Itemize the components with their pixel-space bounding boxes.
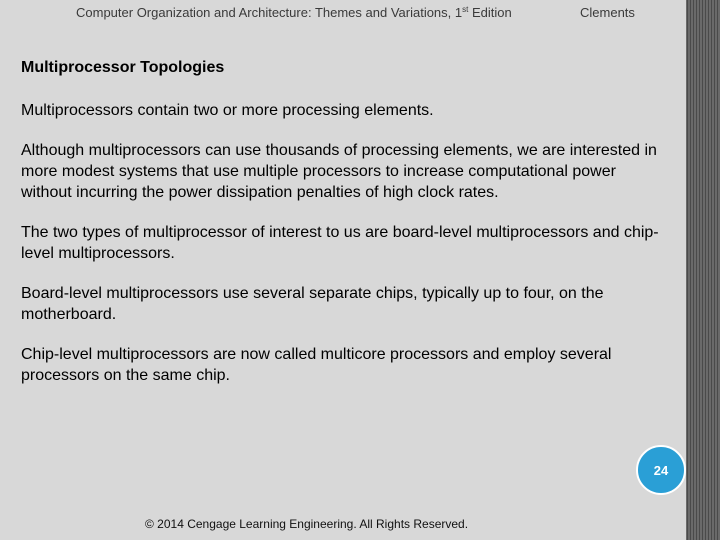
paragraph: The two types of multiprocessor of interest to us are board-level multiprocessors and chip-level multiprocessors. — [21, 224, 659, 262]
paragraph: Board-level multiprocessors use several separate chips, typically up to four, on the motherboard. — [21, 285, 604, 323]
page-number-badge: 24 — [636, 445, 686, 495]
book-title — [76, 5, 512, 20]
paragraph: Although multiprocessors can use thousands of processing elements, we are interested in more modest systems that use multiple processors to increase computational power without incurring the power dissipation penalties of high clock rates. — [21, 142, 657, 201]
book-title-main: Computer Organization and Architecture: Themes and Variations, 1 — [76, 5, 463, 20]
slide-body — [21, 100, 661, 405]
slide-header — [0, 4, 686, 22]
book-title-superscript: st — [462, 5, 469, 14]
decorative-sidebar — [686, 0, 720, 540]
book-title-end: Edition — [468, 5, 512, 20]
copyright-footer: © 2014 Cengage Learning Engineering. All Rights Reserved. — [145, 517, 469, 531]
paragraph: Multiprocessors contain two or more processing elements. — [21, 102, 434, 119]
author-name: Clements — [580, 5, 635, 20]
slide-heading: Multiprocessor Topologies — [21, 59, 225, 76]
paragraph: Chip-level multiprocessors are now called multicore processors and employ several processors on the same chip. — [21, 346, 612, 384]
